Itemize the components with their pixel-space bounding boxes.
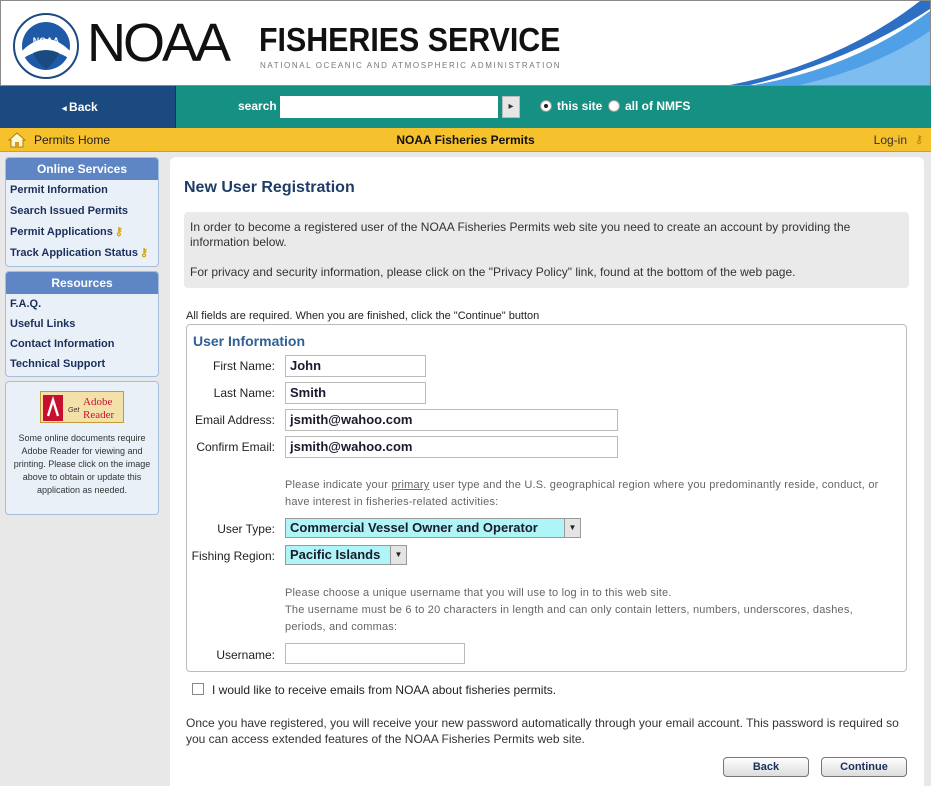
help-text: The username must be 6 to 20 characters in length and can only contain letters, numbers, underscores, dashes, periods, and commas: [285,604,853,633]
sidebar-item-technical-support[interactable] [6,354,158,374]
search-input[interactable] [280,96,498,118]
user-information-heading: User Information [193,333,306,349]
username-label: Username: [216,648,275,662]
email-optin-checkbox[interactable] [192,683,204,695]
email-label: Email Address: [194,413,275,427]
chevron-left-icon: ◂ [62,103,70,113]
back-pane [0,86,176,128]
first-name-field[interactable]: John [285,355,426,377]
username-field[interactable] [285,643,465,664]
scope-this-site-label: this site [557,99,603,113]
svg-text:Reader: Reader [83,409,115,421]
sidebar-item-contact-information[interactable] [6,334,158,354]
fishing-region-select[interactable] [285,545,407,565]
help-text: user type and the U.S. geographical region where you predominantly reside, conduct, or have interest in fisheries-related activities: [285,479,879,508]
back-button[interactable]: Back [723,757,809,777]
search-bar [0,86,931,128]
user-information-fieldset [186,324,907,672]
back-link-label: Back [69,100,98,114]
key-icon: ⚷ [114,226,123,238]
privacy-paragraph: For privacy and security information, please click on the "Privacy Policy" link, found at the bottom of the web page. [190,265,796,279]
key-icon: ⚷ [139,247,149,259]
svg-text:Adobe: Adobe [83,396,113,408]
sidebar-item-track-application-status[interactable] [6,243,158,264]
svg-text:Get: Get [68,407,80,414]
logo-text: NOAA [32,36,60,46]
user-type-value: Commercial Vessel Owner and Operator [290,520,538,535]
service-name: FISHERIES SERVICE [259,21,561,58]
play-arrow-icon: ▸ [508,101,514,112]
back-link[interactable] [62,100,98,114]
intro-box [184,212,909,288]
search-label: search [238,99,277,113]
last-name-label: Last Name: [213,386,275,400]
fishing-region-label: Fishing Region: [191,549,275,563]
sidebar-item-label: Technical Support [10,358,106,370]
login-link[interactable]: Log-in [873,133,907,147]
adobe-reader-icon [41,392,125,424]
registration-note: Once you have registered, you will receive your new password automatically through your email account. This password is required so you can access extended features of the NOAA Fisheries Permits web site. [186,716,899,746]
main-content [170,157,924,786]
intro-paragraph: In order to become a registered user of the NOAA Fisheries Permits web site you need to create an account by providing the information below. [190,220,851,249]
chevron-down-icon: ▼ [564,519,580,537]
confirm-email-field[interactable]: jsmith@wahoo.com [285,436,618,458]
scope-all-nmfs-radio[interactable] [608,100,620,112]
permits-home-link[interactable]: Permits Home [34,133,111,147]
sidebar-item-permit-information[interactable] [6,180,158,201]
last-name-field[interactable]: Smith [285,382,426,404]
page-title: New User Registration [184,179,355,196]
resources-heading: Resources [6,272,158,294]
noaa-logo-icon[interactable] [13,13,79,79]
chevron-down-icon: ▼ [390,546,406,564]
fishing-region-value: Pacific Islands [290,547,381,562]
adobe-reader-badge[interactable] [40,391,124,423]
continue-button[interactable]: Continue [821,757,907,777]
sidebar-item-useful-links[interactable] [6,314,158,334]
key-icon: ⚷ [914,134,923,146]
first-name-label: First Name: [212,359,275,373]
search-submit-button[interactable] [502,96,520,118]
user-type-label: User Type: [217,522,275,536]
sidebar-item-label: F.A.Q. [10,298,42,310]
scope-this-site-radio[interactable] [540,100,552,112]
resources-panel [5,271,159,377]
sidebar-item-label: Permit Applications [10,226,113,238]
site-header [0,0,931,86]
help-emphasis: primary [391,479,430,491]
online-services-heading: Online Services [6,158,158,180]
sidebar-item-search-issued-permits[interactable] [6,201,158,222]
scope-all-nmfs-label: all of NMFS [625,99,691,113]
username-help [285,585,885,636]
online-services-panel [5,157,159,267]
sidebar-item-permit-applications[interactable] [6,222,158,243]
sidebar-item-label: Permit Information [10,184,108,196]
page-section-title: NOAA Fisheries Permits [396,133,535,147]
email-optin-label: I would like to receive emails from NOAA about fisheries permits. [212,683,557,697]
header-swoosh-graphic [730,1,930,86]
sidebar-item-label: Contact Information [10,338,115,350]
confirm-email-label: Confirm Email: [196,440,275,454]
user-type-help [285,477,885,511]
sidebar-item-label: Useful Links [10,318,76,330]
adobe-reader-panel [5,381,159,515]
user-type-select[interactable] [285,518,581,538]
help-text: Please choose a unique username that you will use to log in to this web site. [285,587,672,599]
agency-name: NATIONAL OCEANIC AND ATMOSPHERIC ADMINISTRATION [260,61,562,70]
required-fields-note: All fields are required. When you are finished, click the "Continue" button [186,310,540,322]
permits-nav-bar [0,128,931,152]
sidebar-item-label: Track Application Status [10,247,138,259]
email-field[interactable]: jsmith@wahoo.com [285,409,618,431]
sidebar-item-label: Search Issued Permits [10,205,129,217]
help-text: Please indicate your [285,479,392,491]
adobe-note: Some online documents require Adobe Reader for viewing and printing. Please click on the image above to obtain or update this application as needed. [13,433,151,495]
sidebar-item-faq[interactable] [6,294,158,314]
brand-wordmark: NOAA [87,13,229,73]
